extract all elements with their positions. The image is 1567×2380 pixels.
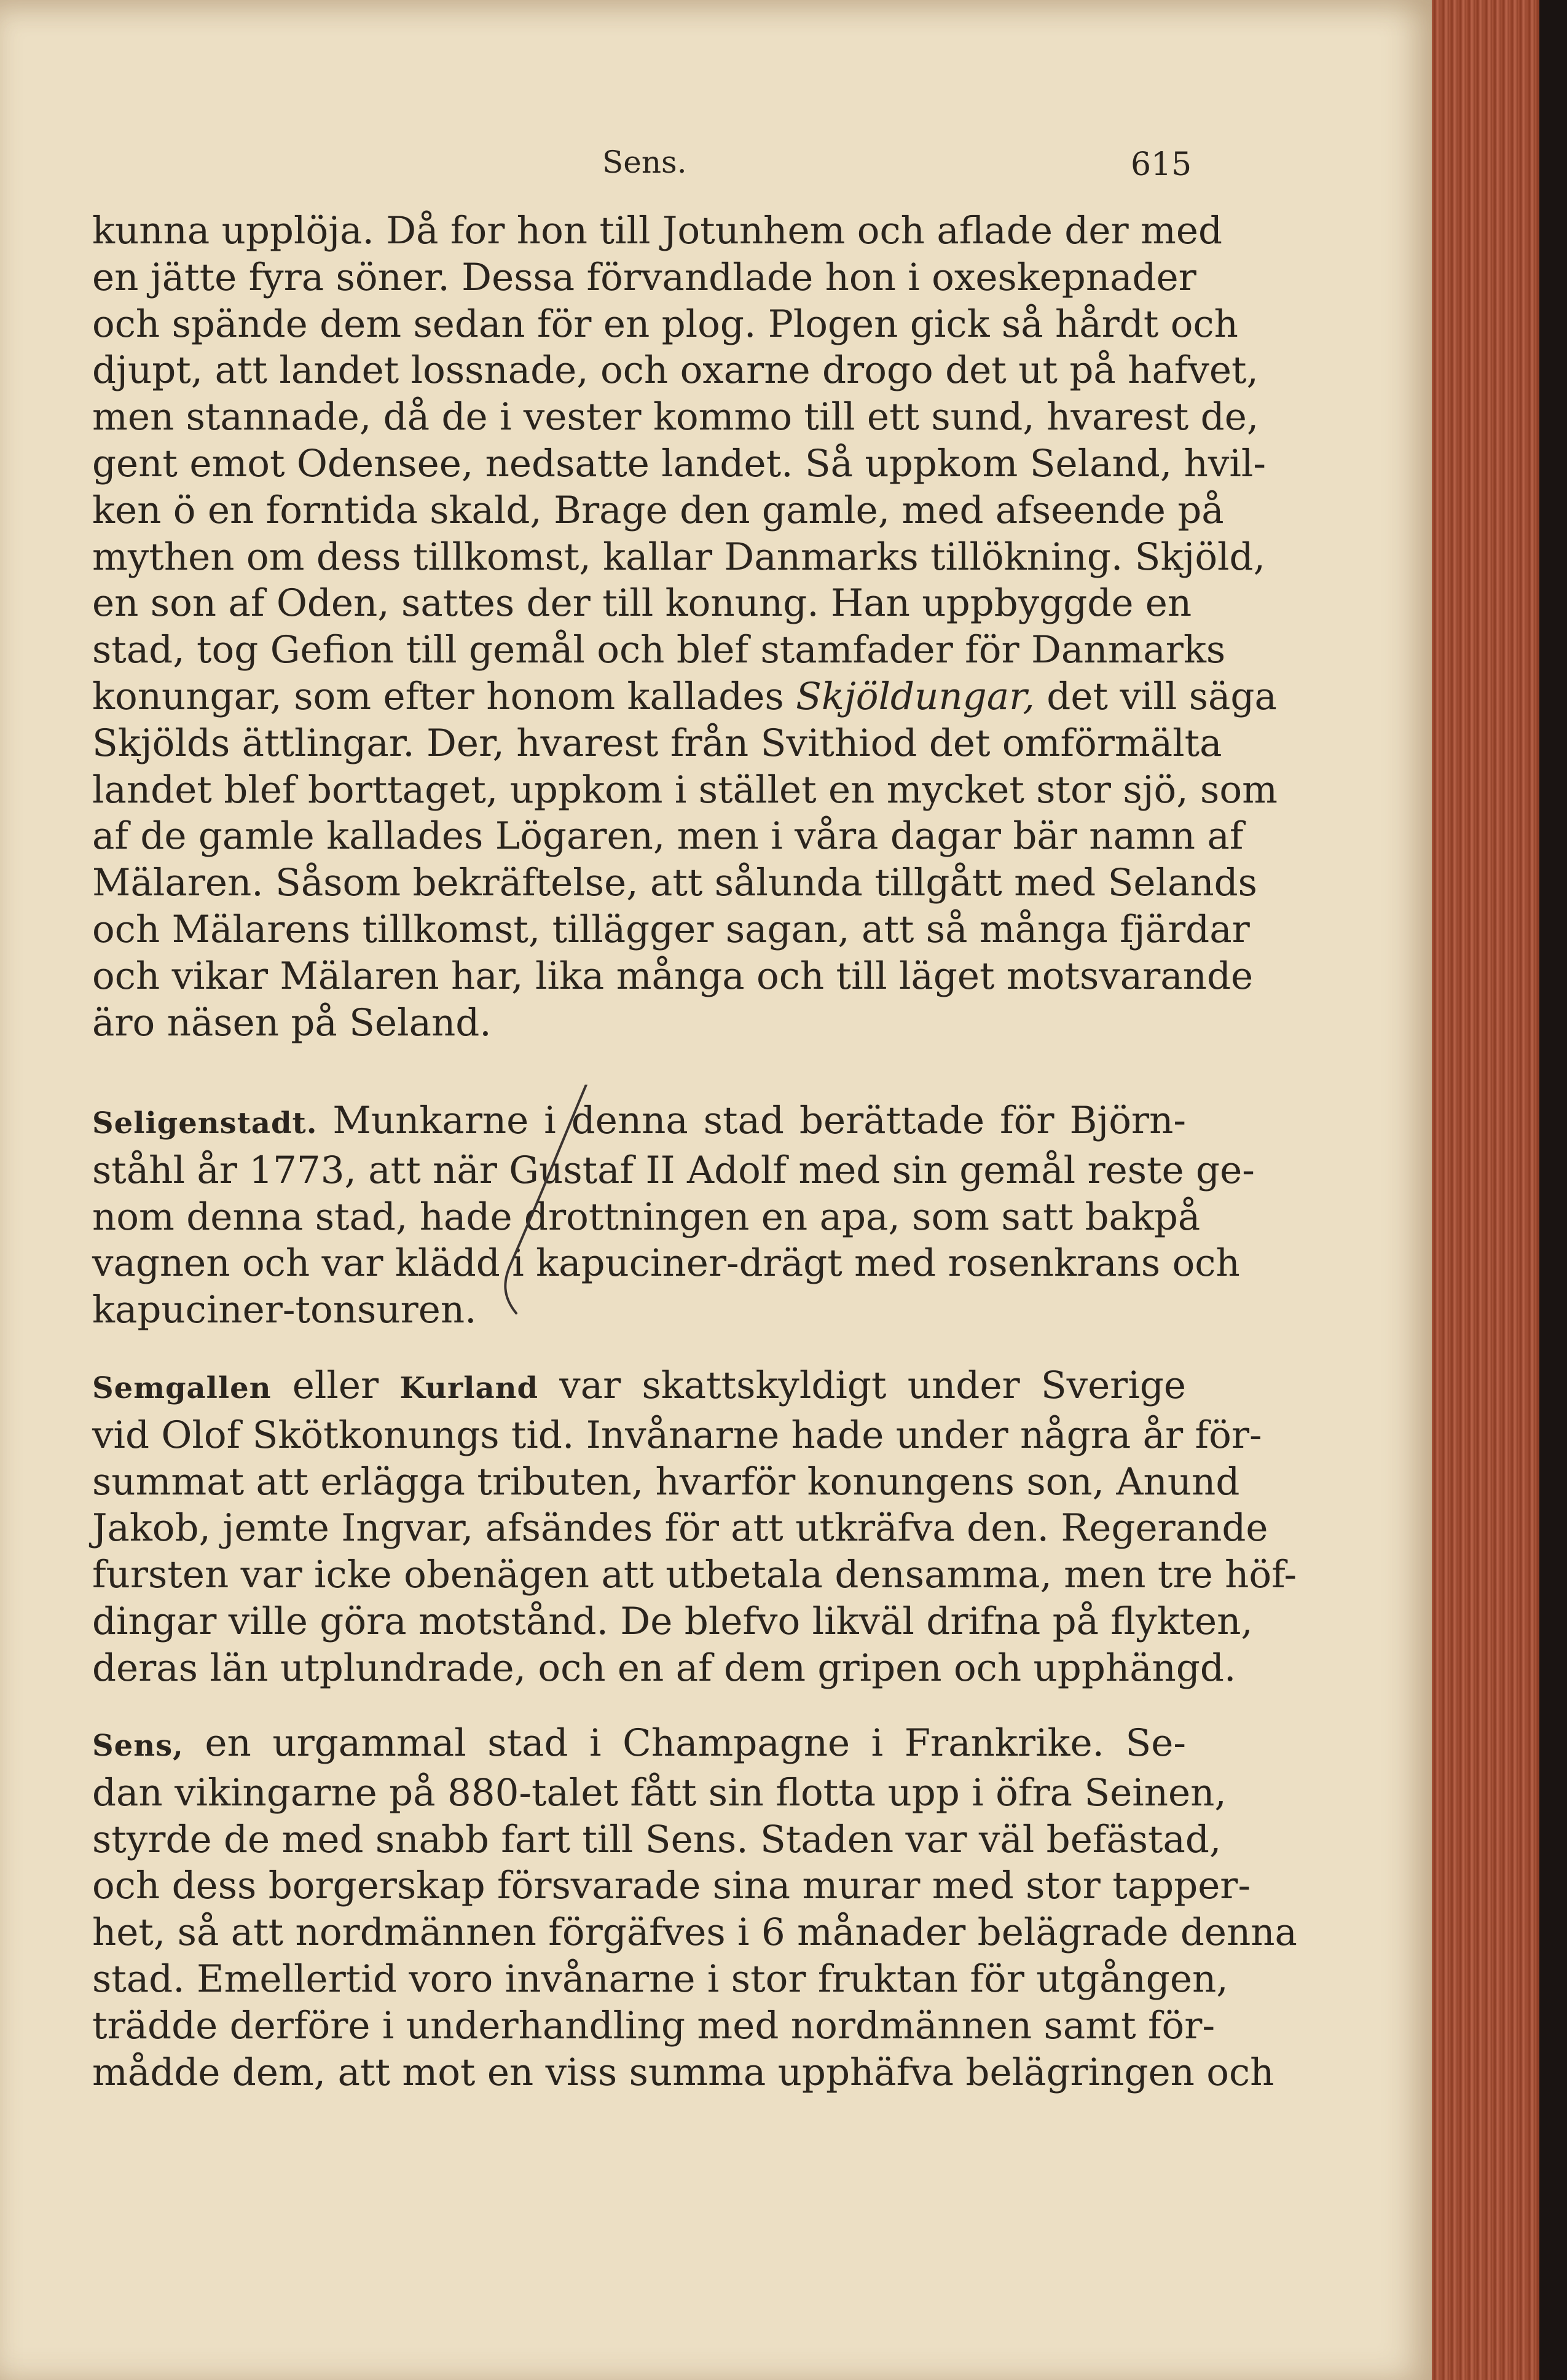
text-line: och spände dem sedan för en plog. Plogen gick så hårdt och — [92, 302, 1238, 346]
entry-headword: Semgallen — [92, 1371, 272, 1405]
text-line: kapuciner-tonsuren. — [92, 1288, 477, 1332]
text-run: var skattskyldigt under Sverige — [538, 1364, 1186, 1407]
entry-headword: Seligenstadt. — [92, 1106, 318, 1141]
entry-sens — [92, 1720, 1297, 2095]
text-line: af de gamle kallades Lögaren, men i våra dagar bär namn af — [92, 814, 1244, 858]
text-line: Skjölds ättlingar. Der, hvarest från Svithiod det omförmälta — [92, 721, 1222, 765]
text-line: kunna upplöja. Då for hon till Jotunhem och aflade der med — [92, 209, 1222, 253]
text-line: en jätte fyra söner. Dessa förvandlade hon i oxeskepnader — [92, 255, 1196, 299]
entry-seligenstadt — [92, 1098, 1255, 1333]
pencil-strike-mark — [495, 1085, 587, 1318]
text-run: en urgammal stad i Champagne i Frankrike. Se- — [183, 1721, 1186, 1765]
entry-first-line — [92, 1362, 1186, 1412]
text-line: ken ö en forntida skald, Brage den gamle, med afseende på — [92, 488, 1224, 532]
text-line: Mälaren. Såsom bekräftelse, att sålunda tillgått med Selands — [92, 861, 1257, 905]
entry-first-line — [92, 1720, 1186, 1770]
text-line: stad. Emellertid voro invånarne i stor fruktan för utgången, — [92, 1957, 1228, 2001]
text-line: en son af Oden, sattes der till konung. Han uppbyggde en — [92, 581, 1192, 626]
text-line: men stannade, då de i vester kommo till ett sund, hvarest de, — [92, 395, 1259, 439]
text-line: äro näsen på Seland. — [92, 1000, 492, 1045]
book-fore-edge — [1432, 0, 1567, 2380]
text-line: och vikar Mälaren har, lika många och till läget motsvarande — [92, 954, 1254, 998]
text-line: vid Olof Skötkonungs tid. Invånarne hade under några år för- — [92, 1413, 1262, 1457]
entry-semgallen — [92, 1362, 1297, 1692]
text-line: fursten var icke obenägen att utbetala densamma, men tre höf- — [92, 1553, 1297, 1597]
paragraph-seland — [92, 208, 1278, 1046]
text-line: landet blef borttaget, uppkom i stället en mycket stor sjö, som — [92, 768, 1278, 812]
text-line: deras län utplundrade, och en af dem gripen och upphängd. — [92, 1646, 1236, 1690]
text-line: trädde derföre i underhandling med nordmännen samt för- — [92, 2003, 1216, 2048]
text-line: dan vikingarne på 880-talet fått sin flotta upp i öfra Seinen, — [92, 1770, 1227, 1815]
text-line: nom denna stad, hade drottningen en apa, som satt bakpå — [92, 1195, 1201, 1239]
text-line: ståhl år 1773, att när Gustaf II Adolf med sin gemål reste ge- — [92, 1148, 1255, 1192]
text-line: dingar ville göra motstånd. De blefvo likväl drifna på flykten, — [92, 1599, 1253, 1643]
text-line: vagnen och var klädd i kapuciner-drägt med rosenkrans och — [92, 1241, 1240, 1286]
text-line: och dess borgerskap försvarade sina murar med stor tapper- — [92, 1864, 1251, 1908]
entry-headword-alt: Kurland — [399, 1371, 539, 1405]
text-line: mådde dem, att mot en viss summa upphäfva belägringen och — [92, 2050, 1274, 2094]
text-run: konungar, som efter honom kallades — [92, 674, 796, 718]
text-line: mythen om dess tillkomst, kallar Danmarks tillökning. Skjöld, — [92, 535, 1265, 579]
text-run: Munkarne i denna stad berättade för Björn- — [332, 1099, 1186, 1142]
text-line: djupt, att landet lossnade, och oxarne drogo det ut på hafvet, — [92, 348, 1259, 393]
text-line: gent emot Odensee, nedsatte landet. Så uppkom Seland, hvil- — [92, 441, 1266, 485]
text-line: Jakob, jemte Ingvar, afsändes för att utkräfva den. Regerande — [92, 1506, 1268, 1550]
text-line: och Mälarens tillkomst, tillägger sagan, att så många fjärdar — [92, 907, 1250, 951]
text-line: stad, tog Gefion till gemål och blef stamfader för Danmarks — [92, 628, 1226, 672]
text-run: eller — [271, 1364, 400, 1407]
italic-term: Skjöldungar, — [796, 674, 1035, 718]
text-line — [92, 674, 1277, 720]
text-line: het, så att nordmännen förgäfves i 6 månader belägrade denna — [92, 1911, 1297, 1955]
text-run: det vill säga — [1034, 674, 1277, 718]
text-line: styrde de med snabb fart till Sens. Staden var väl befästad, — [92, 1817, 1222, 1861]
text-line: summat att erlägga tributen, hvarför konungens son, Anund — [92, 1459, 1240, 1504]
page-number: 615 — [1131, 146, 1192, 183]
entry-first-line — [92, 1098, 1186, 1147]
entry-headword: Sens, — [92, 1729, 184, 1763]
running-head: Sens. — [602, 144, 687, 180]
